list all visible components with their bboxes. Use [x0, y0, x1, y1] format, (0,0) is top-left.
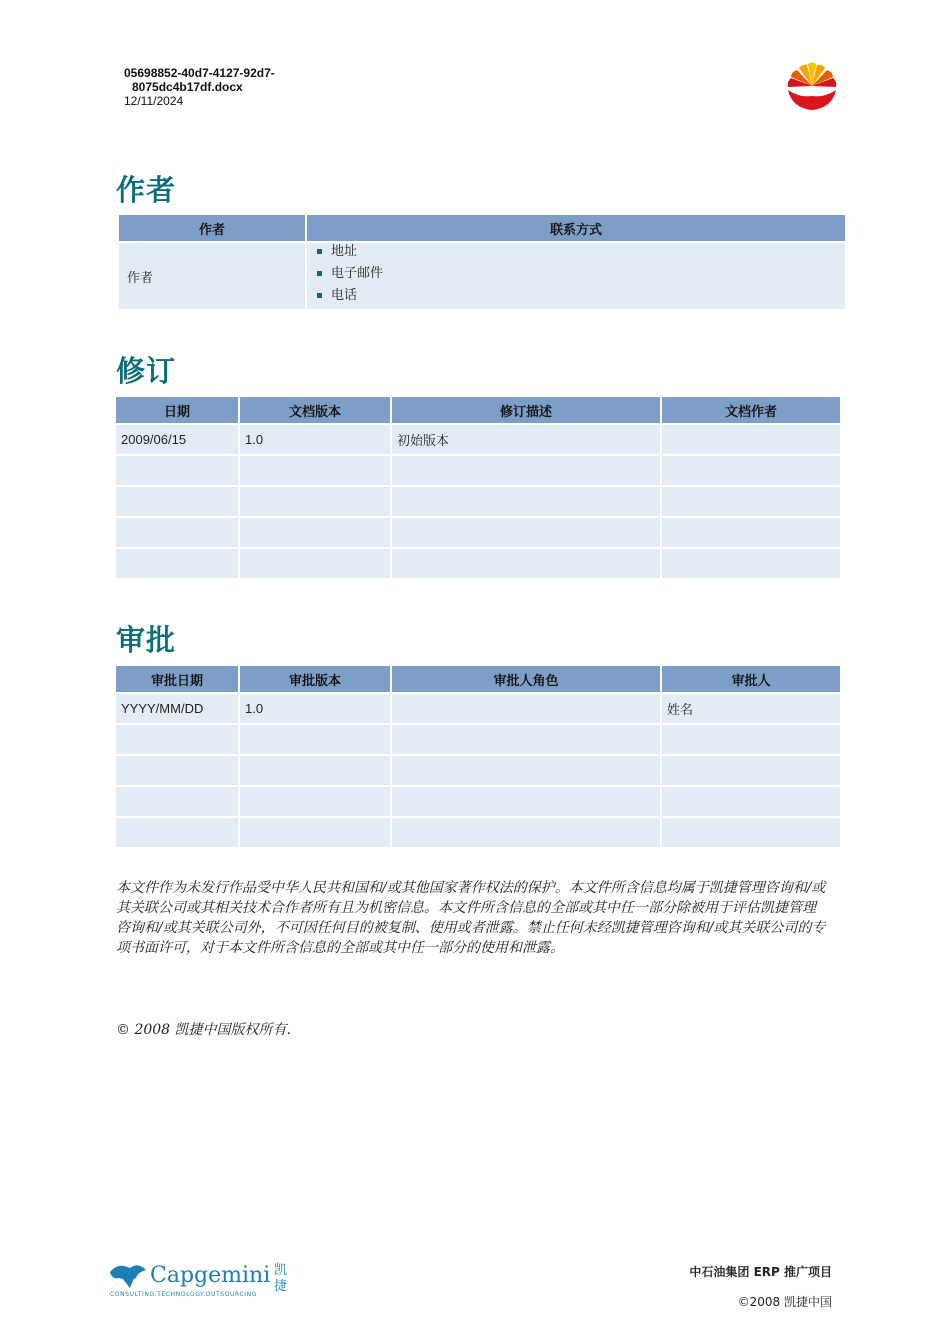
- table-cell: [392, 787, 660, 816]
- revision-version-cell: 1.0: [240, 425, 390, 454]
- table-cell: [240, 518, 390, 547]
- petrochina-logo-icon: [786, 62, 838, 112]
- authors-header-contact: 联系方式: [307, 215, 845, 241]
- bullet-icon: [317, 293, 322, 298]
- table-cell: [662, 518, 840, 547]
- bullet-icon: [317, 271, 322, 276]
- table-row: [116, 725, 840, 754]
- table-cell: [240, 549, 390, 578]
- approvals-table: [114, 664, 842, 849]
- table-cell: [662, 487, 840, 516]
- table-cell: [240, 818, 390, 847]
- table-cell: [392, 818, 660, 847]
- table-cell: [240, 487, 390, 516]
- table-cell: [240, 756, 390, 785]
- contact-phone-label: 电话: [331, 288, 358, 303]
- table-cell: [392, 456, 660, 485]
- contact-email-label: 电子邮件: [331, 266, 384, 281]
- revisions-header-version: 文档版本: [240, 397, 390, 423]
- table-cell: [392, 725, 660, 754]
- table-cell: [116, 818, 238, 847]
- table-cell: [662, 787, 840, 816]
- capgemini-logo-icon: [108, 1258, 298, 1300]
- table-cell: [116, 456, 238, 485]
- approvals-header-version: 审批版本: [240, 666, 390, 692]
- contact-item-phone: [312, 287, 845, 309]
- authors-table: [117, 213, 847, 311]
- table-row: [116, 518, 840, 547]
- authors-section-title: 作者: [116, 173, 177, 207]
- table-cell: [662, 725, 840, 754]
- table-cell: [392, 549, 660, 578]
- table-row: [116, 425, 840, 454]
- filename-line2: 8075dc4b17df.docx: [132, 80, 243, 94]
- table-cell: [116, 787, 238, 816]
- copyright-notice: © 2008 凯捷中国版权所有.: [116, 1022, 291, 1038]
- revision-author-cell: [662, 425, 840, 454]
- contact-list: [312, 243, 845, 309]
- bullet-icon: [317, 249, 322, 254]
- document-meta: [124, 66, 275, 108]
- authors-header-author: 作者: [119, 215, 305, 241]
- table-cell: [662, 456, 840, 485]
- table-cell: [662, 818, 840, 847]
- table-row: [116, 549, 840, 578]
- revision-description-cell: 初始版本: [392, 425, 660, 454]
- filename-line1: 05698852-40d7-4127-92d7-: [124, 66, 275, 80]
- legal-notice: 本文件作为未发行作品受中华人民共和国和/或其他国家著作权法的保护。本文件所含信息均属于凯捷管理咨询和/或其关联公司或其相关技术合作者所有且为机密信息。本文件所含信息的全部或其中任一部分除被用于评估凯捷管理咨询和/或其关联公司外，不可因任何目的被复制、使用或者泄露。禁止任何未经凯捷管理咨询和/或其关联公司的专项书面许可，对于本文件所含信息的全部或其中任一部分的使用和泄露。: [116, 880, 826, 956]
- table-row: [116, 456, 840, 485]
- approval-version-cell: 1.0: [240, 694, 390, 723]
- table-row: [116, 787, 840, 816]
- revisions-section-title: 修订: [116, 354, 177, 388]
- table-cell: [116, 487, 238, 516]
- table-cell: [116, 725, 238, 754]
- approvals-header-role: 审批人角色: [392, 666, 660, 692]
- approvals-section-title: 审批: [116, 623, 177, 657]
- contact-item-email: [312, 265, 845, 287]
- author-name-cell: 作者: [119, 243, 305, 309]
- table-row: [116, 487, 840, 516]
- table-row: [116, 818, 840, 847]
- approval-date-cell: YYYY/MM/DD: [116, 694, 238, 723]
- table-cell: [240, 725, 390, 754]
- revision-date-cell: 2009/06/15: [116, 425, 238, 454]
- table-row: [116, 756, 840, 785]
- table-cell: [116, 756, 238, 785]
- revisions-header-date: 日期: [116, 397, 238, 423]
- revisions-table: [114, 395, 842, 580]
- table-cell: [392, 487, 660, 516]
- approval-approver-cell: 姓名: [662, 694, 840, 723]
- approval-role-cell: [392, 694, 660, 723]
- approvals-header-date: 审批日期: [116, 666, 238, 692]
- table-cell: [662, 756, 840, 785]
- table-cell: [392, 518, 660, 547]
- author-contact-cell: [307, 243, 845, 309]
- table-cell: [240, 787, 390, 816]
- footer-project-name: 中石油集团 ERP 推广项目: [689, 1265, 832, 1279]
- table-row: [116, 694, 840, 723]
- table-cell: [240, 456, 390, 485]
- document-date: 12/11/2024: [124, 94, 184, 108]
- table-cell: [392, 756, 660, 785]
- capgemini-logo-cn: 凯捷: [274, 1263, 288, 1294]
- revisions-header-description: 修订描述: [392, 397, 660, 423]
- capgemini-logo-text: Capgemini: [150, 1263, 271, 1288]
- footer-copyright: ©2008 凯捷中国: [737, 1295, 832, 1309]
- revisions-header-author: 文档作者: [662, 397, 840, 423]
- contact-item-address: [312, 243, 845, 265]
- table-cell: [116, 549, 238, 578]
- contact-address-label: 地址: [331, 244, 358, 259]
- table-cell: [116, 518, 238, 547]
- capgemini-tagline: CONSULTING.TECHNOLOGY.OUTSOURCING: [110, 1291, 257, 1298]
- approvals-header-approver: 审批人: [662, 666, 840, 692]
- table-cell: [662, 549, 840, 578]
